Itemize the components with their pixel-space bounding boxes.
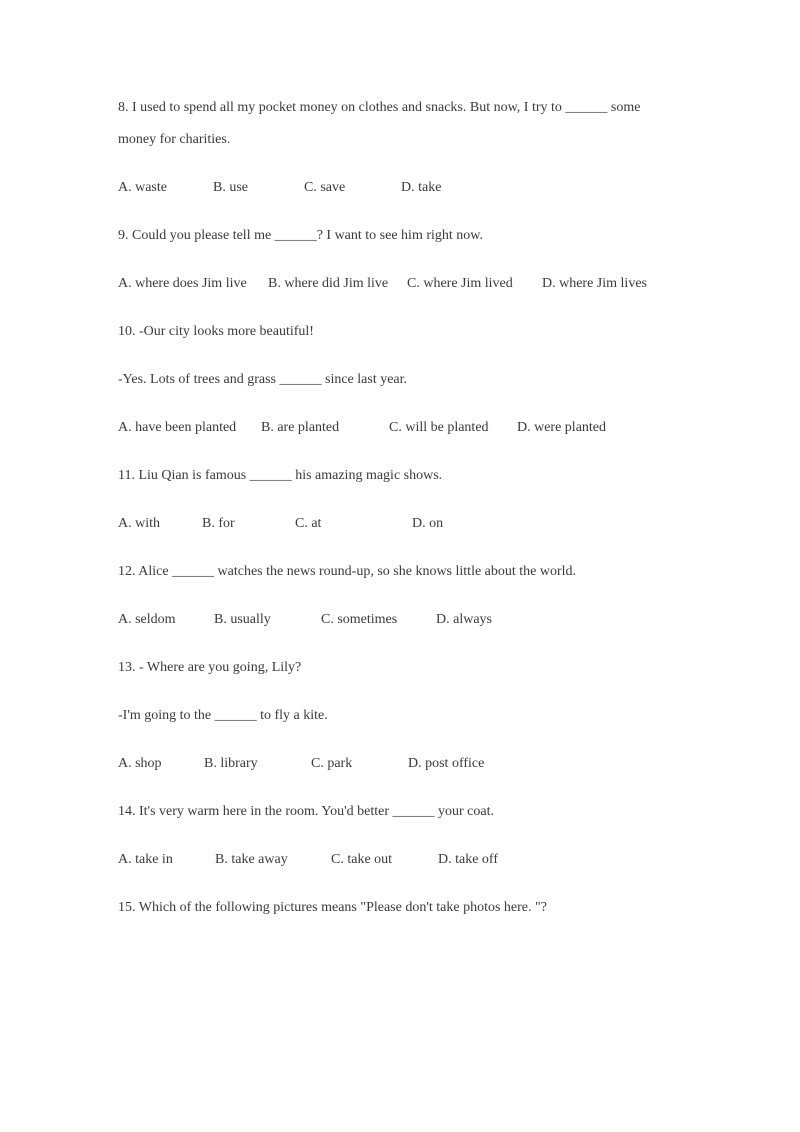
question-9-option-a: A. where does Jim live — [118, 276, 247, 291]
question-11-option-c: C. at — [295, 516, 322, 531]
question-12-option-d: D. always — [436, 612, 492, 627]
question-8-option-c: C. save — [304, 180, 346, 195]
question-8-stem-line-2: money for charities. — [118, 132, 231, 147]
question-9-option-c: C. where Jim lived — [407, 276, 513, 291]
question-10-option-a: A. have been planted — [118, 420, 237, 435]
question-12-stem-line-1: 12. Alice ______ watches the news round-up, so she knows little about the world. — [118, 564, 577, 579]
question-12-option-a: A. seldom — [118, 612, 176, 627]
question-9-option-d: D. where Jim lives — [542, 276, 647, 291]
question-14-option-c: C. take out — [331, 852, 393, 867]
question-13-option-d: D. post office — [408, 756, 485, 771]
question-8-option-b: B. use — [213, 180, 248, 195]
question-11-stem-line-1: 11. Liu Qian is famous ______ his amazing magic shows. — [118, 468, 443, 483]
question-11-option-b: B. for — [202, 516, 235, 531]
question-8-option-d: D. take — [401, 180, 442, 195]
question-12-option-c: C. sometimes — [321, 612, 398, 627]
question-8-option-a: A. waste — [118, 180, 167, 195]
question-9-stem-line-1: 9. Could you please tell me ______? I want to see him right now. — [118, 228, 483, 243]
question-10-option-b: B. are planted — [261, 420, 340, 435]
question-8-stem-line-1: 8. I used to spend all my pocket money on clothes and snacks. But now, I try to ______ some — [118, 100, 641, 115]
question-10-stem-line-2: -Yes. Lots of trees and grass ______ since last year. — [118, 372, 408, 387]
question-15-stem-line-1: 15. Which of the following pictures means "Please don't take photos here. "? — [118, 900, 547, 915]
question-13-option-b: B. library — [204, 756, 258, 771]
question-14-stem-line-1: 14. It's very warm here in the room. You'd better ______ your coat. — [118, 804, 494, 819]
question-10-stem-line-1: 10. -Our city looks more beautiful! — [118, 324, 314, 339]
question-10-option-d: D. were planted — [517, 420, 607, 435]
question-13-stem-line-1: 13. - Where are you going, Lily? — [118, 660, 302, 675]
question-14-option-a: A. take in — [118, 852, 173, 867]
question-10-option-c: C. will be planted — [389, 420, 489, 435]
question-13-stem-line-2: -I'm going to the ______ to fly a kite. — [118, 708, 328, 723]
question-13-option-a: A. shop — [118, 756, 162, 771]
question-14-option-b: B. take away — [215, 852, 288, 867]
question-11-option-a: A. with — [118, 516, 160, 531]
question-11-option-d: D. on — [412, 516, 444, 531]
question-14-option-d: D. take off — [438, 852, 498, 867]
question-9-option-b: B. where did Jim live — [268, 276, 389, 291]
question-12-option-b: B. usually — [214, 612, 271, 627]
question-13-option-c: C. park — [311, 756, 353, 771]
